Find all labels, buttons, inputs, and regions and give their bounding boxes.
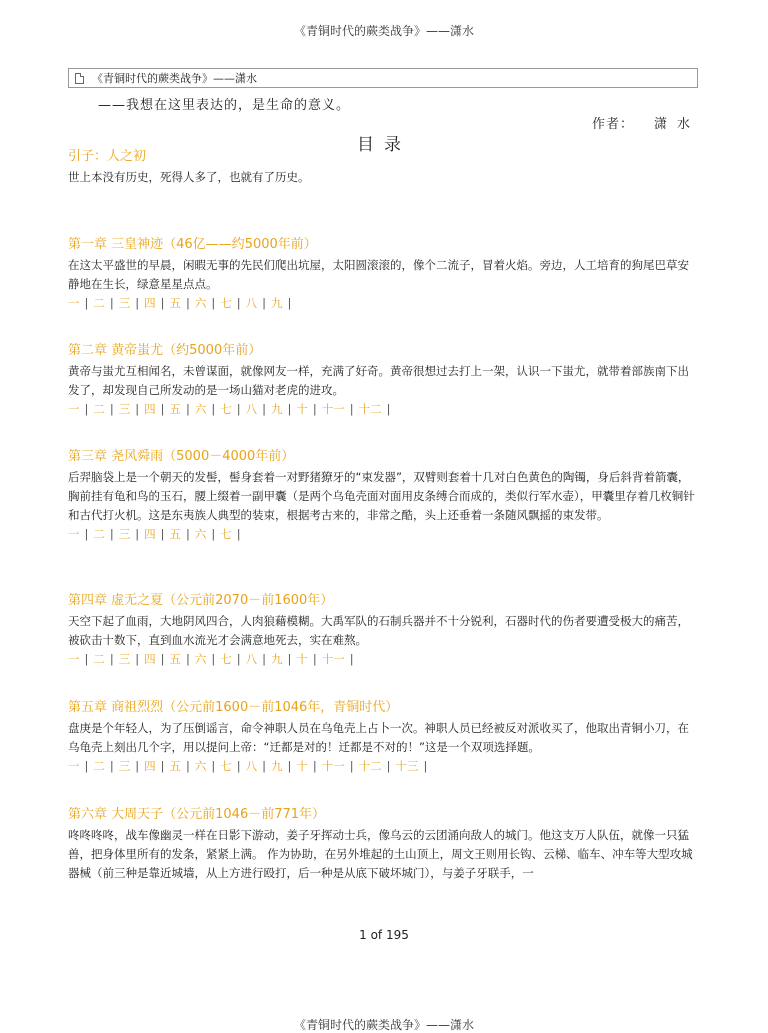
- section-link[interactable]: 十: [296, 759, 308, 773]
- section-chapter-3: [68, 448, 698, 544]
- link-separator: |: [312, 652, 317, 666]
- section-summary: 后羿脑袋上是一个朝天的发髻，髻身套着一对野猪獠牙的“束发器”，双臂则套着十几对白色黄色的陶镯，身后斜背着箭囊，胸前挂有龟和鸟的玉石，腰上缀着一副甲囊（是两个乌龟壳面对面用皮条缚合而成的，类似行军水壶），甲囊里存着几枚铜针和古代打火机。这是东夷族人典型的装束，根据考古来的，非常之酷，头上还垂着一条随风飘摇的束发带。: [68, 470, 695, 522]
- link-separator: |: [109, 652, 114, 666]
- section-link[interactable]: 十二: [358, 402, 382, 416]
- section-link[interactable]: 一: [68, 527, 80, 541]
- section-link[interactable]: 四: [144, 296, 156, 310]
- link-separator: |: [236, 296, 241, 310]
- section-link[interactable]: 一: [68, 296, 80, 310]
- link-separator: |: [287, 759, 292, 773]
- page-header: 《青铜时代的蕨类战争》——潇水: [293, 24, 474, 38]
- section-link[interactable]: 十一: [321, 402, 345, 416]
- link-separator: |: [160, 296, 165, 310]
- link-separator: |: [135, 296, 140, 310]
- section-summary: 盘庚是个年轻人，为了压倒谣言，命令神职人员在乌龟壳上占卜一次。神职人员已经被反对派收买了，他取出青铜小刀，在乌龟壳上刻出几个字，用以提问上帝：“迁都是对的！迁都是不对的！”这是一个双项选择题。: [68, 721, 689, 754]
- section-link[interactable]: 四: [144, 652, 156, 666]
- section-link[interactable]: 二: [93, 402, 105, 416]
- link-separator: |: [135, 652, 140, 666]
- link-separator: |: [135, 759, 140, 773]
- link-separator: |: [262, 296, 266, 310]
- section-link[interactable]: 四: [144, 402, 156, 416]
- section-links: [68, 650, 698, 669]
- section-summary: 世上本没有历史，死得人多了，也就有了历史。: [68, 170, 310, 184]
- link-separator: |: [109, 527, 114, 541]
- section-title[interactable]: 第四章 虚无之夏（公元前2070－前1600年）: [68, 593, 334, 608]
- link-separator: |: [262, 652, 266, 666]
- link-separator: |: [211, 652, 216, 666]
- toc-title: 目录: [357, 135, 411, 155]
- section-link[interactable]: 十: [296, 402, 308, 416]
- author-label: 作者：: [591, 117, 634, 132]
- section-link[interactable]: 十三: [395, 759, 419, 773]
- section-link[interactable]: 五: [169, 759, 181, 773]
- section-link[interactable]: 三: [118, 402, 131, 416]
- section-link[interactable]: 七: [220, 402, 232, 416]
- section-links: [68, 757, 698, 776]
- section-link[interactable]: 十一: [321, 652, 345, 666]
- section-chapter-6: [68, 806, 698, 883]
- link-separator: |: [236, 652, 241, 666]
- link-separator: |: [349, 759, 354, 773]
- section-title[interactable]: 引子：人之初: [68, 149, 147, 164]
- section-link[interactable]: 四: [144, 759, 156, 773]
- link-separator: |: [236, 527, 241, 541]
- section-link[interactable]: 一: [68, 402, 80, 416]
- section-link[interactable]: 五: [169, 296, 181, 310]
- author-name: 潇水: [653, 117, 700, 132]
- link-separator: |: [312, 759, 317, 773]
- section-links: [68, 525, 698, 544]
- section-link[interactable]: 六: [194, 527, 207, 541]
- section-link[interactable]: 八: [245, 402, 258, 416]
- link-separator: |: [236, 402, 241, 416]
- link-separator: |: [160, 652, 165, 666]
- link-separator: |: [186, 527, 190, 541]
- link-separator: |: [211, 759, 216, 773]
- section-title[interactable]: 第六章 大周天子（公元前1046－前771年）: [68, 807, 326, 822]
- section-link[interactable]: 六: [194, 652, 207, 666]
- section-title[interactable]: 第一章 三皇神迹（46亿——约5000年前）: [68, 237, 317, 252]
- section-chapter-5: [68, 699, 698, 776]
- link-separator: |: [160, 402, 165, 416]
- link-separator: |: [349, 652, 354, 666]
- section-link[interactable]: 三: [118, 296, 131, 310]
- section-link[interactable]: 八: [245, 296, 258, 310]
- document-title: 《青铜时代的蕨类战争》——潇水: [92, 72, 257, 85]
- link-separator: |: [211, 402, 216, 416]
- section-link[interactable]: 三: [118, 527, 131, 541]
- section-links: [68, 294, 698, 313]
- link-separator: |: [262, 759, 266, 773]
- section-link[interactable]: 四: [144, 527, 156, 541]
- link-separator: |: [386, 402, 391, 416]
- section-link[interactable]: 十二: [358, 759, 382, 773]
- link-separator: |: [423, 759, 428, 773]
- link-separator: |: [236, 759, 241, 773]
- link-separator: |: [109, 759, 114, 773]
- subtitle: ——我想在这里表达的，是生命的意义。: [98, 98, 351, 113]
- section-link[interactable]: 六: [194, 296, 207, 310]
- section-link[interactable]: 八: [245, 759, 258, 773]
- document-icon: [75, 73, 84, 84]
- link-separator: |: [109, 296, 114, 310]
- section-link[interactable]: 六: [194, 759, 207, 773]
- next-page-header: 《青铜时代的蕨类战争》——潇水: [293, 1018, 474, 1032]
- section-link[interactable]: 五: [169, 652, 181, 666]
- link-separator: |: [160, 759, 165, 773]
- link-separator: |: [186, 402, 190, 416]
- link-separator: |: [109, 402, 114, 416]
- section-link[interactable]: 十一: [321, 759, 345, 773]
- section-link[interactable]: 六: [194, 402, 207, 416]
- section-link[interactable]: 七: [220, 652, 232, 666]
- link-separator: |: [186, 759, 190, 773]
- section-link[interactable]: 五: [169, 402, 181, 416]
- link-separator: |: [186, 296, 190, 310]
- section-link[interactable]: 二: [93, 759, 105, 773]
- link-separator: |: [84, 402, 89, 416]
- link-separator: |: [287, 402, 292, 416]
- link-separator: |: [349, 402, 354, 416]
- link-separator: |: [84, 652, 89, 666]
- link-separator: |: [135, 402, 140, 416]
- link-separator: |: [262, 402, 266, 416]
- link-separator: |: [211, 296, 216, 310]
- section-summary: 在这太平盛世的早晨，闲暇无事的先民们爬出坑屋，太阳圆滚滚的，像个二流子，冒着火焰。旁边，人工培育的狗尾巴草安静地在生长，绿意星星点点。: [68, 258, 689, 291]
- section-title[interactable]: 第二章 黄帝蚩尤（约5000年前）: [68, 343, 262, 358]
- link-separator: |: [186, 652, 190, 666]
- section-link[interactable]: 一: [68, 759, 80, 773]
- link-separator: |: [135, 527, 140, 541]
- section-link[interactable]: 七: [220, 759, 232, 773]
- link-separator: |: [287, 652, 292, 666]
- section-link[interactable]: 一: [68, 652, 80, 666]
- section-prologue: [68, 148, 698, 187]
- section-links: [68, 400, 698, 419]
- section-link[interactable]: 七: [220, 296, 232, 310]
- section-chapter-2: [68, 342, 698, 419]
- section-summary: 黄帝与蚩尤互相闻名，未曾谋面，就像网友一样，充满了好奇。黄帝很想过去打上一架，认识一下蚩尤，就带着部族南下出发了，却发现自己所发动的是一场山猫对老虎的进攻。: [68, 364, 689, 397]
- link-separator: |: [312, 402, 317, 416]
- section-link[interactable]: 三: [118, 759, 131, 773]
- document-title-box: [68, 68, 698, 88]
- link-separator: |: [84, 296, 89, 310]
- link-separator: |: [287, 296, 292, 310]
- section-link[interactable]: 五: [169, 527, 181, 541]
- section-link[interactable]: 九: [271, 759, 283, 773]
- section-chapter-1: [68, 236, 698, 313]
- section-link[interactable]: 二: [93, 652, 105, 666]
- section-link[interactable]: 三: [118, 652, 131, 666]
- section-title[interactable]: 第五章 商祖烈烈（公元前1600－前1046年，青铜时代）: [68, 700, 399, 715]
- link-separator: |: [84, 527, 89, 541]
- section-link[interactable]: 二: [93, 527, 105, 541]
- section-link[interactable]: 九: [271, 402, 283, 416]
- link-separator: |: [211, 527, 216, 541]
- section-link[interactable]: 二: [93, 296, 105, 310]
- section-summary: 咚咚咚咚，战车像幽灵一样在日影下游动，姜子牙挥动士兵，像乌云的云团涌向敌人的城门。他这支万人队伍，就像一只猛兽，把身体里所有的发条，紧紧上满。 作为协助，在另外堆起的土山顶上，周文王则用长钩、云梯、临车、冲车等大型攻城器械（前三种是靠近城墙，从上方进行殴打，后一种是从底下破坏城门），与姜子牙联手，一: [68, 828, 693, 880]
- link-separator: |: [386, 759, 391, 773]
- link-separator: |: [160, 527, 165, 541]
- section-link[interactable]: 十: [296, 652, 308, 666]
- section-title[interactable]: 第三章 尧风舜雨（5000－4000年前）: [68, 449, 295, 464]
- section-summary: 天空下起了血雨，大地阴风四合，人肉狼藉模糊。大禹军队的石制兵器并不十分锐利，石器时代的伤者要遭受极大的痛苦，被砍击十数下，直到血水流光才会满意地死去，实在难熬。: [68, 614, 689, 647]
- section-link[interactable]: 七: [220, 527, 232, 541]
- section-link[interactable]: 九: [271, 652, 283, 666]
- section-link[interactable]: 九: [271, 296, 283, 310]
- page-number: 1 of 195: [359, 928, 409, 942]
- section-link[interactable]: 八: [245, 652, 258, 666]
- link-separator: |: [84, 759, 89, 773]
- section-chapter-4: [68, 592, 698, 669]
